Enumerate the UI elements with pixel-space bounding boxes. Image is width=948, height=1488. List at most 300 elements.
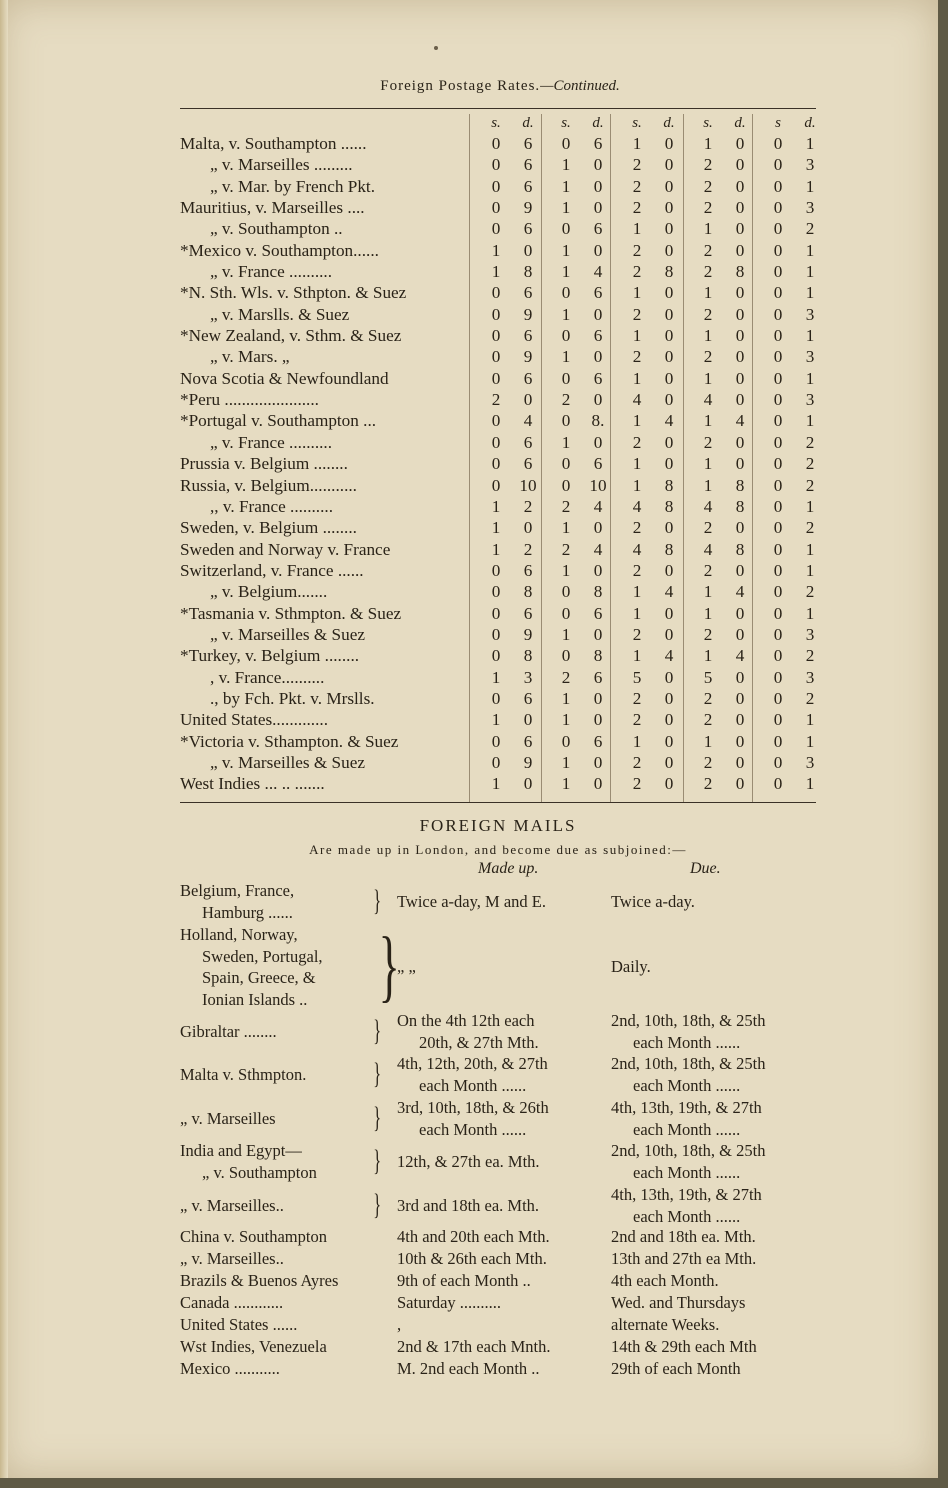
rate-value: 3 [805, 390, 815, 410]
rate-value: 3 [805, 155, 815, 175]
rate-row [180, 389, 816, 410]
rate-value: 0 [593, 518, 603, 538]
rate-destination: Prussia v. Belgium ........ [180, 454, 348, 474]
mail-due [611, 1314, 829, 1336]
rate-value: 0 [773, 283, 783, 303]
rate-value: 1 [805, 710, 815, 730]
mail-due [611, 1248, 829, 1270]
rate-value: 0 [664, 560, 674, 580]
mail-made-up-line: 12th, & 27th ea. Mth. [397, 1151, 540, 1171]
rate-value: 1 [805, 176, 815, 196]
rate-row [180, 773, 816, 794]
mail-made-up [397, 1097, 609, 1140]
mail-due [611, 1226, 829, 1248]
rate-value: 1 [805, 560, 815, 580]
rate-value: 1 [805, 603, 815, 623]
rate-value: 1 [805, 731, 815, 751]
rate-value: 1 [632, 731, 642, 751]
rate-value: 0 [735, 347, 745, 367]
mail-made-up [397, 1010, 609, 1053]
mail-destination [180, 1064, 388, 1086]
rate-destination: *Turkey, v. Belgium ........ [180, 646, 360, 666]
rate-value: 0 [523, 774, 533, 794]
mail-made-up-line: 3rd, 10th, 18th, & 26th [397, 1098, 549, 1117]
rate-value: 1 [561, 624, 571, 644]
rate-value: 1 [703, 411, 713, 431]
rate-value: 0 [735, 432, 745, 452]
rate-value: 1 [632, 326, 642, 346]
mail-destination-line: Gibraltar ........ [180, 1021, 277, 1041]
rate-destination: Switzerland, v. France ...... [180, 560, 364, 580]
mail-due-line: 4th, 13th, 19th, & 27th [611, 1098, 762, 1117]
rate-value: 2 [561, 390, 571, 410]
mail-due-line: each Month ...... [633, 1206, 741, 1226]
rate-value: 8 [523, 582, 533, 602]
mail-destination-line: Ionian Islands .. [202, 989, 308, 1009]
rate-row [180, 368, 816, 389]
rate-value: 1 [491, 774, 501, 794]
rate-value: 0 [773, 710, 783, 730]
rate-value: 6 [593, 667, 603, 687]
rate-destination: United States............. [180, 710, 328, 730]
rate-value: 2 [632, 432, 642, 452]
rate-value: 1 [561, 688, 571, 708]
rate-value: 0 [491, 368, 501, 388]
rate-value: 0 [561, 731, 571, 751]
rate-value: 0 [523, 518, 533, 538]
mail-destination-line: „ v. Southampton [202, 1162, 317, 1182]
rate-value: 2 [632, 518, 642, 538]
rate-value: 2 [703, 432, 713, 452]
curly-brace-glyph: } [378, 922, 400, 1010]
rate-value: 0 [664, 390, 674, 410]
rate-value: 0 [593, 347, 603, 367]
rate-value: 0 [664, 731, 674, 751]
rate-destination: Sweden, v. Belgium ........ [180, 518, 357, 538]
rate-value: 6 [593, 219, 603, 239]
rate-destination: Nova Scotia & Newfoundland [180, 368, 389, 388]
mail-due [611, 891, 829, 913]
rate-value: 1 [632, 454, 642, 474]
rate-value: 8 [523, 646, 533, 666]
mail-made-up [397, 1336, 609, 1358]
mail-due-line: alternate Weeks. [611, 1315, 720, 1334]
rate-value: 0 [664, 454, 674, 474]
curly-brace-glyph: } [373, 1188, 382, 1221]
rate-value: 2 [703, 774, 713, 794]
rate-value: 1 [491, 496, 501, 516]
mail-destination-line: Malta v. Sthmpton. [180, 1064, 307, 1084]
rate-value: 0 [735, 774, 745, 794]
rate-destination: „ v. Marslls. & Suez [210, 304, 350, 324]
mail-made-up-line: 2nd & 17th each Mnth. [397, 1337, 551, 1356]
rate-value: 2 [561, 539, 571, 559]
rate-value: 2 [703, 347, 713, 367]
rate-value: 0 [664, 368, 674, 388]
rate-value: 2 [523, 539, 533, 559]
rate-value: 0 [491, 752, 501, 772]
rate-value: 0 [664, 603, 674, 623]
rate-value: 1 [491, 518, 501, 538]
made-up-column-header: Made up. [478, 860, 539, 877]
rate-value: 0 [664, 774, 674, 794]
rate-value: 1 [491, 667, 501, 687]
rate-value: 0 [593, 774, 603, 794]
rate-row [180, 133, 816, 154]
rate-row [180, 688, 816, 709]
mail-due-line: 14th & 29th each Mth [611, 1337, 757, 1356]
rate-value: 2 [632, 710, 642, 730]
rate-value: 0 [491, 731, 501, 751]
mail-made-up-line: each Month ...... [419, 1075, 527, 1095]
mail-made-up-line: M. 2nd each Month .. [397, 1359, 540, 1378]
mail-due-line: Wed. and Thursdays [611, 1293, 746, 1312]
curly-brace-glyph: } [373, 1101, 382, 1134]
rate-value: 0 [561, 646, 571, 666]
rate-row [180, 496, 816, 517]
rate-value: 6 [523, 688, 533, 708]
rate-row [180, 517, 816, 538]
mail-made-up-line: Twice a-day, M and E. [397, 891, 546, 911]
rate-value: 0 [773, 560, 783, 580]
mail-destination-line: Sweden, Portugal, [202, 946, 323, 966]
rate-value: 0 [664, 347, 674, 367]
rate-value: 0 [593, 304, 603, 324]
rate-value: 6 [593, 368, 603, 388]
rate-value: 0 [735, 454, 745, 474]
rate-value: 0 [735, 731, 745, 751]
rate-value: 0 [561, 283, 571, 303]
rate-value: 2 [703, 518, 713, 538]
rate-value: 1 [703, 475, 713, 495]
rate-value: 1 [632, 134, 642, 153]
mail-due-line: 29th of each Month [611, 1359, 741, 1378]
rate-destination: „ v. Belgium....... [210, 582, 328, 602]
rate-value: 0 [593, 176, 603, 196]
rate-value: 0 [773, 582, 783, 602]
rate-destination: „ v. Marseilles & Suez [210, 624, 365, 644]
rate-value: 0 [491, 198, 501, 218]
rate-value: 0 [773, 411, 783, 431]
rate-destination: *New Zealand, v. Sthm. & Suez [180, 326, 402, 346]
mail-destination [180, 1108, 388, 1130]
rates-header-cell: d. [804, 115, 816, 131]
mail-destination [180, 1314, 388, 1336]
rate-value: 4 [664, 582, 674, 602]
rate-value: 4 [703, 390, 713, 410]
mail-due [611, 1270, 829, 1292]
mail-due-line: 2nd, 10th, 18th, & 25th [611, 1011, 766, 1030]
rate-value: 0 [491, 688, 501, 708]
rate-value: 0 [491, 283, 501, 303]
mail-destination-line: United States ...... [180, 1315, 298, 1334]
rate-value: 6 [523, 219, 533, 239]
mail-due [611, 956, 829, 978]
rate-value: 6 [593, 454, 603, 474]
due-column-header: Due. [690, 860, 721, 877]
rate-value: 0 [491, 646, 501, 666]
rate-row [180, 624, 816, 645]
mail-destination [180, 1195, 388, 1217]
rate-value: 0 [773, 646, 783, 666]
rate-value: 2 [805, 646, 815, 666]
rate-value: 1 [561, 347, 571, 367]
rate-value: 0 [593, 710, 603, 730]
rate-value: 1 [703, 368, 713, 388]
rate-value: 0 [735, 518, 745, 538]
rate-value: 0 [735, 710, 745, 730]
rate-value: 0 [664, 326, 674, 346]
mail-due-line: each Month ...... [633, 1162, 741, 1182]
rate-destination: „ v. Mar. by French Pkt. [210, 176, 376, 196]
mail-made-up [397, 1226, 609, 1248]
mail-destination-line: Holland, Norway, [180, 925, 298, 944]
rate-value: 0 [773, 667, 783, 687]
rate-value: 0 [491, 326, 501, 346]
rates-header-row [180, 114, 816, 133]
rate-value: 0 [773, 326, 783, 346]
rate-value: 8 [523, 262, 533, 282]
rate-value: 2 [805, 432, 815, 452]
rate-value: 0 [735, 283, 745, 303]
rate-value: 3 [805, 667, 815, 687]
rate-value: 0 [735, 326, 745, 346]
rate-value: 6 [523, 432, 533, 452]
rate-value: 2 [632, 560, 642, 580]
rate-value: 2 [632, 688, 642, 708]
rate-value: 8 [664, 262, 674, 282]
rate-value: 0 [735, 752, 745, 772]
rate-value: 3 [805, 752, 815, 772]
rate-value: 0 [773, 624, 783, 644]
rate-value: 0 [735, 198, 745, 218]
mail-destination-line: Wst Indies, Venezuela [180, 1337, 327, 1356]
rates-header-cell: s. [561, 115, 571, 131]
rate-value: 2 [703, 176, 713, 196]
rate-value: 2 [703, 560, 713, 580]
rate-value: 0 [561, 368, 571, 388]
mail-made-up [397, 1292, 609, 1314]
rate-value: 0 [735, 134, 745, 153]
rate-value: 0 [491, 304, 501, 324]
rate-value: 1 [632, 582, 642, 602]
rate-value: 2 [805, 688, 815, 708]
rate-value: 1 [632, 219, 642, 239]
mail-made-up-line: , [397, 1315, 402, 1334]
running-head-title: Foreign Postage Rates. [380, 78, 541, 94]
rate-value: 0 [773, 496, 783, 516]
rates-header-cell: d. [663, 115, 675, 131]
rate-value: 8 [735, 475, 745, 495]
mail-destination-line: Mexico ........... [180, 1359, 280, 1378]
rate-value: 0 [664, 219, 674, 239]
rate-value: 8 [735, 496, 745, 516]
rate-destination: Malta, v. Southampton ...... [180, 134, 367, 153]
rate-value: 1 [561, 560, 571, 580]
rate-value: 8 [593, 582, 603, 602]
rate-row [180, 154, 816, 175]
postage-rates-table [180, 114, 816, 795]
rate-value: 9 [523, 304, 533, 324]
rate-value: 2 [632, 347, 642, 367]
rate-destination: *Victoria v. Sthampton. & Suez [180, 731, 399, 751]
rate-row [180, 432, 816, 453]
rate-value: 0 [664, 518, 674, 538]
rate-value: 2 [561, 667, 571, 687]
mail-made-up-line: 9th of each Month .. [397, 1271, 531, 1290]
rates-header-cell: s. [703, 115, 713, 131]
rate-value: 0 [773, 347, 783, 367]
mail-made-up [397, 891, 609, 913]
rate-value: 6 [523, 326, 533, 346]
mail-destination-line: Canada ............ [180, 1293, 284, 1312]
mail-destination-line: „ v. Marseilles [180, 1108, 276, 1128]
curly-brace-glyph: } [373, 1057, 382, 1090]
rate-value: 1 [703, 454, 713, 474]
rate-value: 2 [523, 496, 533, 516]
rate-value: 4 [632, 496, 642, 516]
rate-destination: West Indies ... .. ....... [180, 774, 325, 794]
foreign-mails-subtitle: Are made up in London, and become due as subjoined:— [309, 842, 687, 857]
rate-value: 0 [561, 411, 571, 431]
rate-value: 9 [523, 624, 533, 644]
rate-value: 0 [664, 240, 674, 260]
mail-made-up [397, 1053, 609, 1096]
rate-value: 1 [561, 262, 571, 282]
rate-value: 0 [593, 432, 603, 452]
curly-brace-glyph: } [373, 884, 382, 917]
rate-value: 6 [523, 176, 533, 196]
rate-value: 0 [773, 731, 783, 751]
mail-destination-line: Belgium, France, [180, 881, 295, 900]
mail-made-up [397, 1358, 609, 1380]
rate-value: 2 [632, 240, 642, 260]
rate-value: 2 [703, 688, 713, 708]
rate-row [180, 176, 816, 197]
rate-value: 1 [805, 496, 815, 516]
mail-made-up-line: „ „ [397, 957, 416, 977]
rate-destination: „ v. France .......... [210, 262, 333, 282]
rate-row [180, 709, 816, 730]
rate-value: 4 [703, 539, 713, 559]
mail-due-line: each Month ...... [633, 1032, 741, 1052]
rate-value: 2 [703, 262, 713, 282]
rate-value: 0 [773, 134, 783, 153]
rate-value: 1 [491, 240, 501, 260]
rate-value: 1 [632, 646, 642, 666]
rate-value: 4 [632, 390, 642, 410]
rate-value: 0 [773, 368, 783, 388]
rate-value: 0 [593, 390, 603, 410]
rates-header-cell: s. [491, 115, 501, 131]
mail-due [611, 1140, 829, 1183]
rate-value: 0 [664, 667, 674, 687]
rate-value: 3 [805, 198, 815, 218]
ink-speck [434, 46, 438, 50]
rate-value: 0 [491, 624, 501, 644]
rate-value: 1 [805, 368, 815, 388]
rates-header-cell: d. [734, 115, 746, 131]
rate-value: 0 [491, 219, 501, 239]
rate-destination: Russia, v. Belgium........... [180, 475, 357, 495]
rate-value: 2 [703, 155, 713, 175]
rate-value: 2 [632, 304, 642, 324]
mail-destination [180, 1226, 388, 1248]
rate-value: 0 [735, 688, 745, 708]
rate-value: 2 [491, 390, 501, 410]
rate-value: 0 [664, 752, 674, 772]
rate-value: 2 [703, 752, 713, 772]
rate-value: 2 [632, 752, 642, 772]
mail-due [611, 1358, 829, 1380]
rate-value: 0 [773, 390, 783, 410]
page-spine-shadow [0, 0, 8, 1478]
rate-value: 2 [805, 518, 815, 538]
rate-row [180, 539, 816, 560]
mail-destination [180, 1358, 388, 1380]
rate-value: 0 [773, 198, 783, 218]
rate-value: 6 [523, 134, 533, 153]
mail-due-line: each Month ...... [633, 1119, 741, 1139]
rate-value: 4 [593, 496, 603, 516]
rate-value: 2 [632, 198, 642, 218]
mail-due [611, 1053, 829, 1096]
rate-destination: *Mexico v. Southampton...... [180, 240, 379, 260]
rate-value: 10 [589, 475, 607, 495]
rate-value: 0 [561, 219, 571, 239]
rate-value: 1 [703, 219, 713, 239]
rate-row [180, 645, 816, 666]
rate-value: 2 [703, 710, 713, 730]
mail-made-up [397, 1195, 609, 1217]
rate-destination: *Portugal v. Southampton ... [180, 411, 377, 431]
curly-brace-glyph: } [373, 1144, 382, 1177]
rate-value: 8 [664, 539, 674, 559]
curly-brace-glyph: } [373, 1014, 382, 1047]
mail-made-up [397, 956, 609, 978]
rate-value: 0 [773, 176, 783, 196]
rate-destination: „ v. Marseilles & Suez [210, 752, 365, 772]
rate-destination: ., by Fch. Pkt. v. Mrslls. [210, 688, 375, 708]
rate-value: 6 [523, 560, 533, 580]
rate-value: 1 [703, 134, 713, 153]
rate-value: 0 [491, 176, 501, 196]
table-bottom-rule [180, 802, 816, 803]
rate-value: 0 [773, 262, 783, 282]
rate-value: 9 [523, 752, 533, 772]
mail-destination-line: India and Egypt— [180, 1141, 302, 1160]
rate-value: 8. [591, 411, 605, 431]
rate-value: 8 [735, 539, 745, 559]
rate-row [180, 453, 816, 474]
rate-value: 1 [703, 582, 713, 602]
rate-value: 1 [561, 176, 571, 196]
rate-value: 0 [773, 539, 783, 559]
rate-value: 2 [632, 176, 642, 196]
mail-made-up [397, 1151, 609, 1173]
rate-value: 2 [632, 155, 642, 175]
rate-value: 2 [805, 582, 815, 602]
rate-value: 1 [561, 432, 571, 452]
rate-value: 6 [593, 603, 603, 623]
mail-destination [180, 1021, 388, 1043]
rates-header-cell: s. [632, 115, 642, 131]
mail-destination-line: „ v. Marseilles.. [180, 1195, 284, 1215]
rate-value: 1 [805, 134, 815, 153]
rate-value: 0 [735, 560, 745, 580]
rate-value: 4 [735, 411, 745, 431]
rate-row [180, 731, 816, 752]
